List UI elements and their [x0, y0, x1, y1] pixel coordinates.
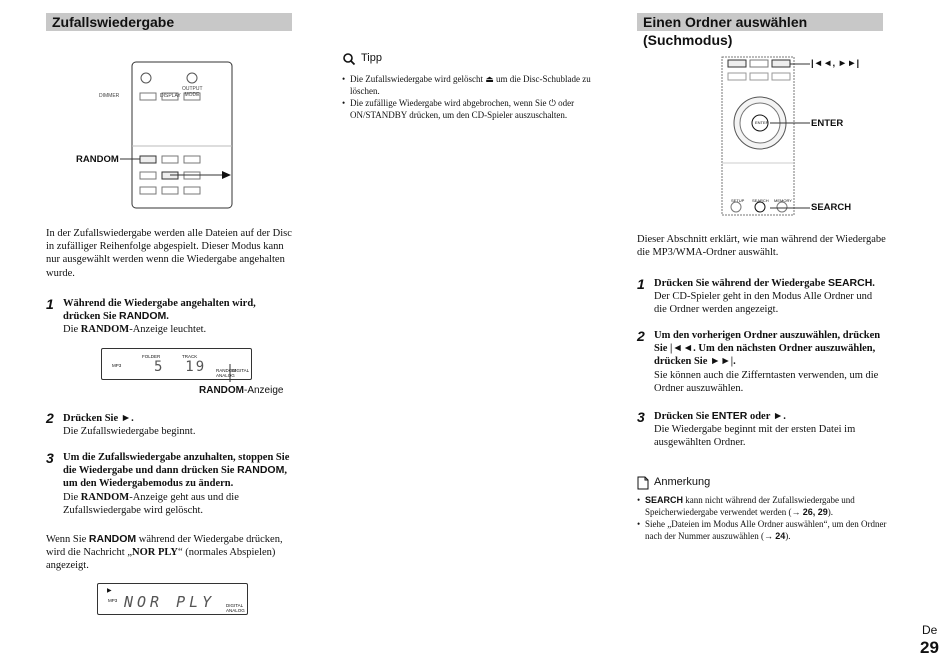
front-display-random: MP3 FOLDER TRACK 5 19 RANDOM DIGITAL ANALOG	[101, 348, 252, 380]
remote-search-label: SEARCH	[752, 198, 769, 203]
remote-display-label: DISPLAY	[160, 93, 181, 99]
step-number: 2	[637, 328, 645, 344]
callout-lines	[770, 58, 815, 218]
remote-dimmer-label: DIMMER	[99, 93, 120, 99]
step-number: 1	[46, 296, 54, 312]
intro-text-random: In der Zufallswiedergabe werden alle Dateien auf der Disc in zufälliger Reihenfolge abgespielt. Dieser Modus kann nur ausgewählt werden wenn die Wiedergabe angehalten wurde.	[46, 228, 292, 279]
page-number: 29	[920, 638, 939, 657]
skip-buttons-label: |◄◄, ►►|	[811, 58, 860, 69]
note-title: Anmerkung	[654, 476, 711, 488]
arrow-right-icon: →	[791, 507, 803, 517]
step-3-search: Drücken Sie ENTER oder ►. Die Wiedergabe beginnt mit der ersten Datei im ausgewählten Ordner.	[654, 410, 856, 449]
remote-setup-label: SETUP	[731, 198, 745, 203]
tip-item: • Die Zufallswiedergabe wird gelöscht ⏏ um die Disc-Schublade zu löschen.	[342, 73, 592, 97]
magnifier-icon	[342, 52, 356, 66]
step-number: 3	[46, 450, 54, 466]
remote-search-button	[755, 202, 765, 212]
remote-memory-label: MEMORY	[774, 198, 792, 203]
note-list	[637, 494, 887, 542]
arrow-right-icon: →	[763, 531, 776, 541]
step-number: 1	[637, 276, 645, 292]
search-callout-label: SEARCH	[811, 202, 852, 213]
tip-item: • Die zufällige Wiedergabe wird abgebrochen, wenn Sie ⏻ oder ON/STANDBY drücken, um den CD-Spieler auszuschalten.	[342, 97, 592, 121]
note-icon	[637, 476, 649, 490]
random-indicator-caption: RANDOM-Anzeige	[199, 385, 284, 396]
step-3-random: Um die Zufallswiedergabe anzuhalten, stoppen Sie die Wiedergabe und dann drücken Sie RANDOM, um den Wiedergabemodus zu ändern. Die RANDOM-Anzeige geht aus und die Zufallswiedergabe wird gelöscht.	[63, 452, 290, 516]
language-label: De	[922, 623, 938, 637]
note-item: • Siehe „Dateien im Modus Alle Ordner auswählen“, um den Ordner nach der Nummer auszuwählen (→ 24).	[637, 518, 887, 542]
tip-list	[342, 73, 592, 121]
enter-callout-label: ENTER	[811, 118, 844, 129]
note-item: • SEARCH kann nicht während der Zufallswiedergabe und Speicherwiedergabe verwendet werden (→ 26, 29).	[637, 494, 887, 518]
play-indicator-icon: ▶	[107, 588, 112, 594]
intro-text-search: Dieser Abschnitt erklärt, wie man während der Wiedergabe die MP3/WMA-Ordner auswählt.	[637, 234, 886, 259]
tip-title: Tipp	[361, 52, 382, 64]
step-number: 3	[637, 409, 645, 425]
step-1-search: Drücken Sie während der Wiedergabe SEARCH. Der CD-Spieler geht in den Modus Alle Ordner und die Ordner werden angezeigt.	[654, 277, 875, 316]
random-callout-label: RANDOM	[76, 154, 119, 165]
section-header-random: Zufallswiedergabe	[46, 13, 292, 31]
front-display-nor-ply: ▶ MP3 NOR PLY DIGITAL ANALOG	[97, 583, 248, 615]
remote-output-mode-label: OUTPUT MODE	[182, 86, 203, 98]
remote-random-button	[140, 156, 156, 163]
nor-ply-text: Wenn Sie RANDOM während der Wiedergabe drücken, wird die Nachricht „NOR PLY“ (normales Abspielen) angezeigt.	[46, 533, 283, 572]
step-1-random: Während die Wiedergabe angehalten wird, drücken Sie RANDOM. Die RANDOM-Anzeige leuchtet.	[63, 298, 256, 336]
random-indicator-pointer	[226, 362, 256, 384]
step-2-search: Um den vorherigen Ordner auszuwählen, drücken Sie |◄◄. Um den nächsten Ordner auszuwählen, drücken Sie ►►|. Sie können auch die Zifferntasten verwenden, um die Ordner auszuwählen.	[654, 330, 881, 394]
remote-prev-button	[728, 60, 746, 67]
step-number: 2	[46, 410, 54, 426]
remote-enter-label: ENTER	[755, 120, 769, 125]
step-2-random: Drücken Sie ►. Die Zufallswiedergabe beginnt.	[63, 413, 196, 438]
remote-illustration-random	[70, 58, 240, 210]
section-header-search: Einen Ordner auswählen (Suchmodus)	[637, 13, 883, 31]
